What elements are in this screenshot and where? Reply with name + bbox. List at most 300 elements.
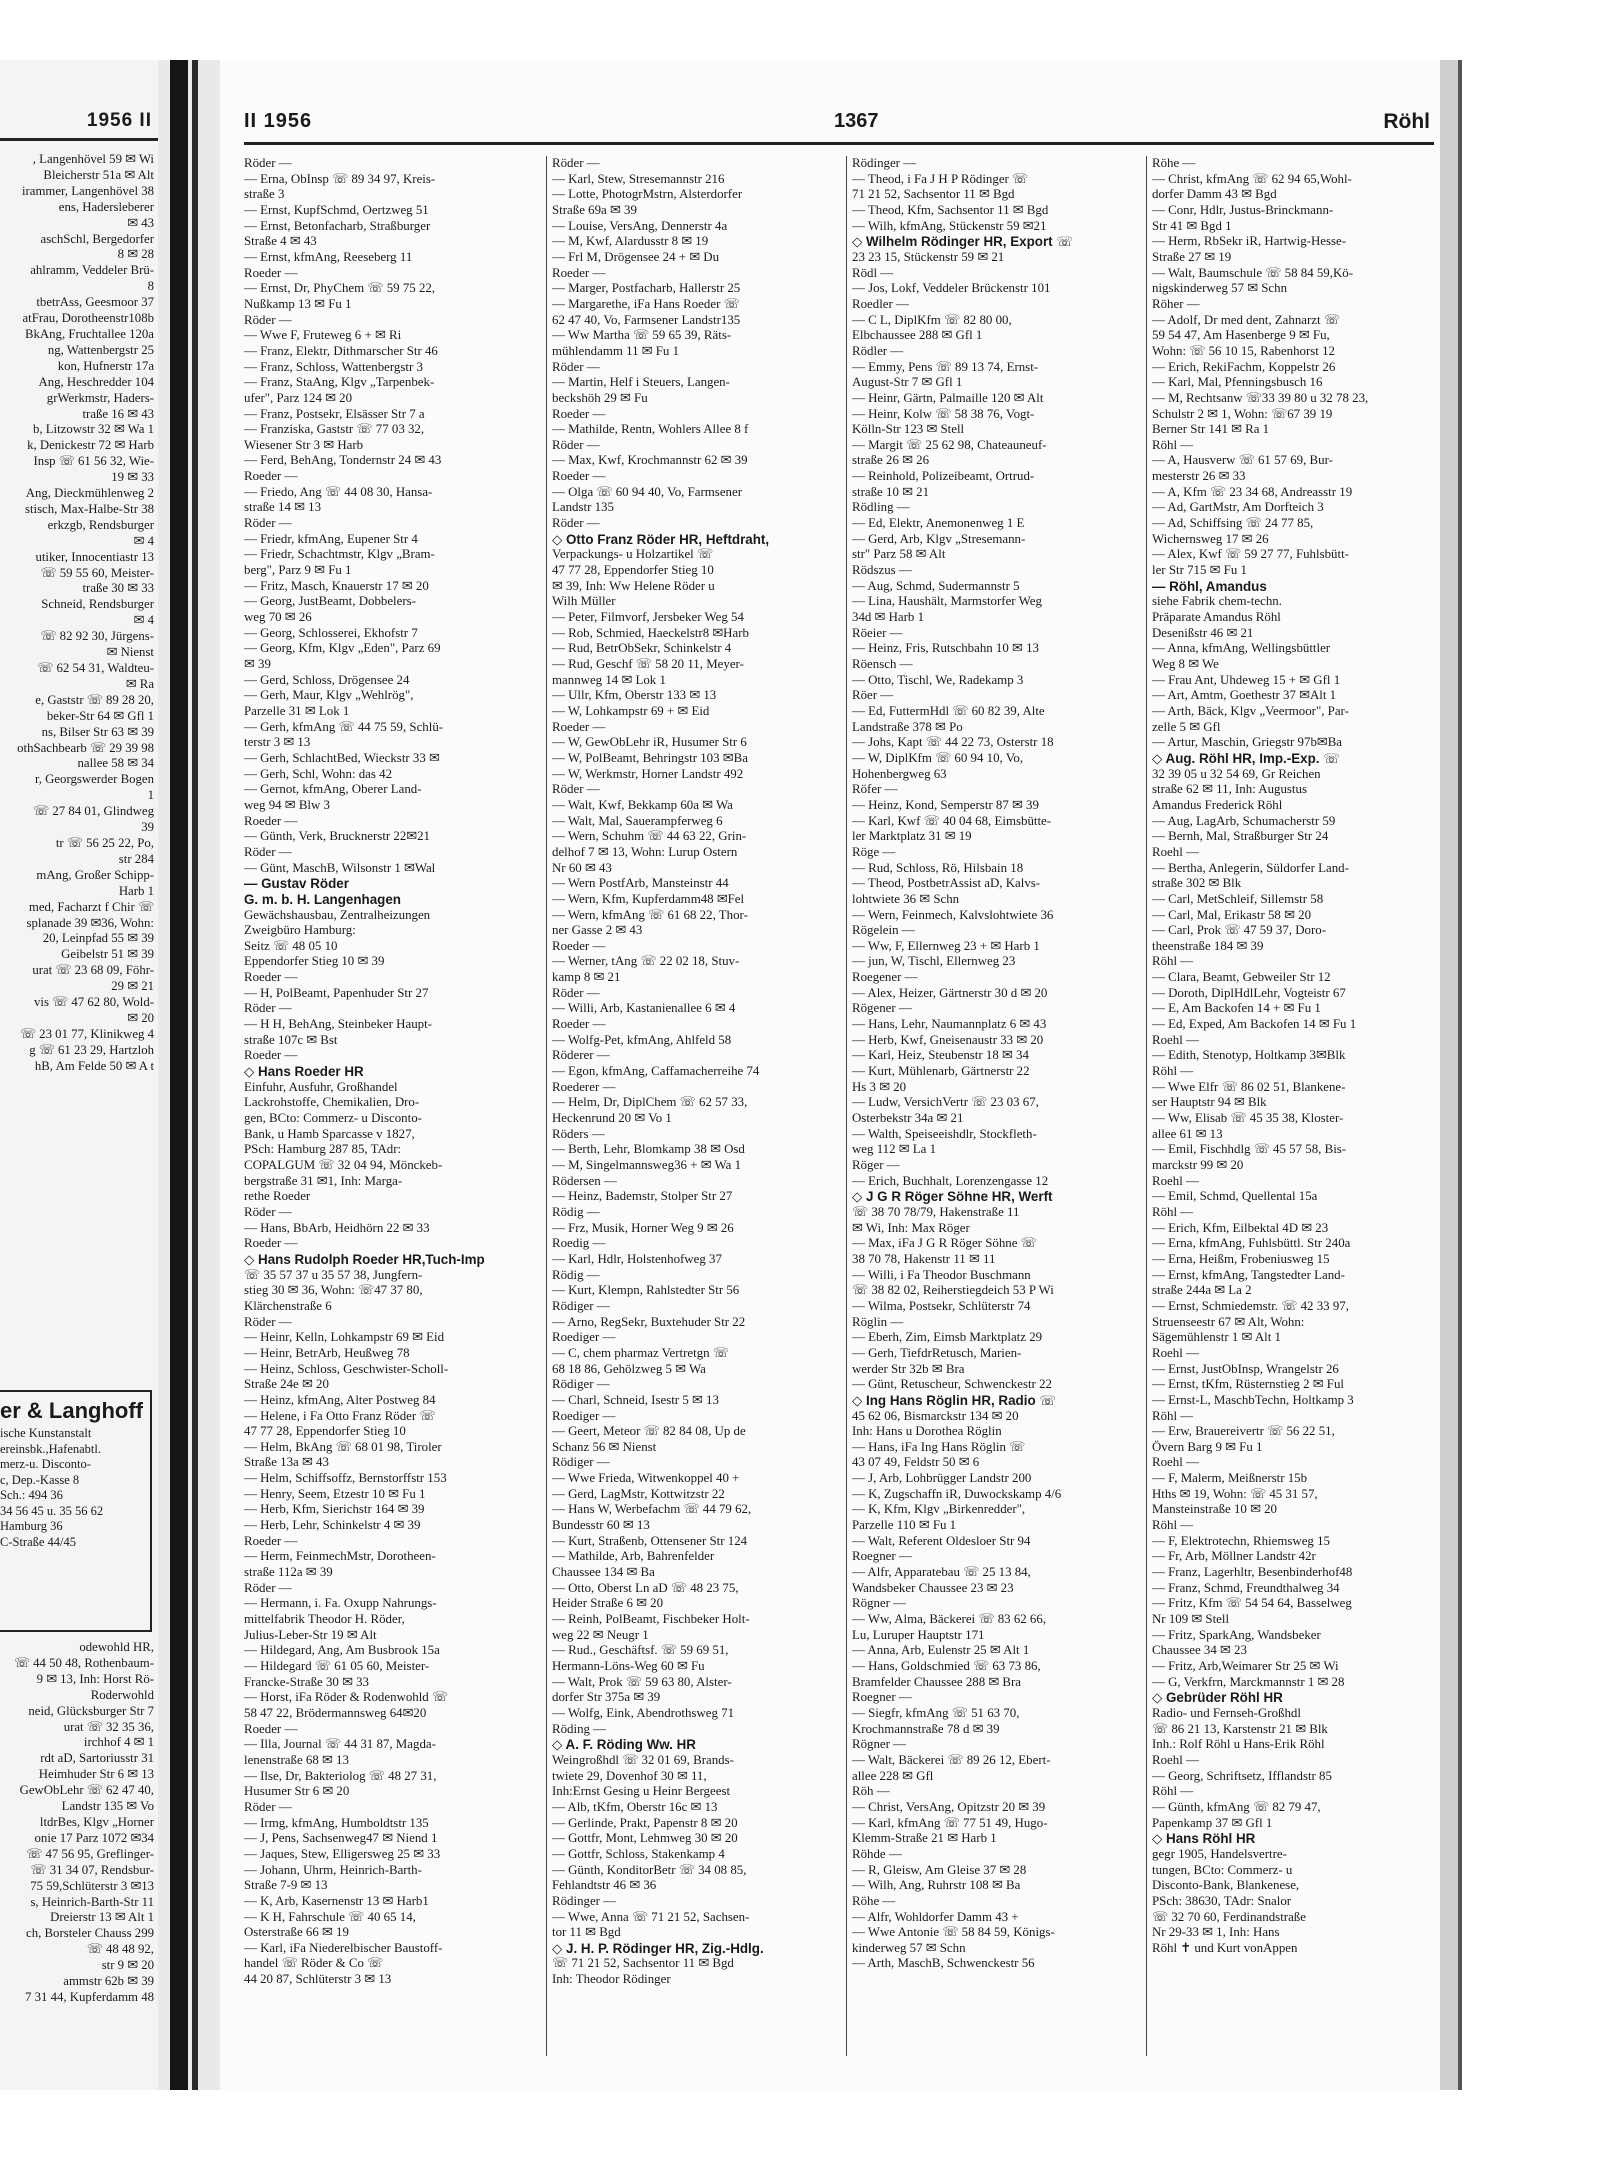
- directory-line: Röder —: [552, 437, 600, 452]
- directory-line: 47 77 28, Eppendorfer Stieg 10: [244, 1424, 406, 1439]
- directory-line: tungen, BCto: Commerz- u: [1152, 1862, 1293, 1877]
- directory-line: 1: [147, 788, 154, 803]
- directory-line: — Ernst, kfmAng, Tangstedter Land-: [1152, 1267, 1345, 1282]
- directory-line: — Otto, Tischl, We, Radekamp 3: [852, 672, 1024, 687]
- directory-line: 47 77 28, Eppendorfer Stieg 10: [552, 563, 714, 578]
- directory-line: Klemm-Straße 21 ✉ Harb 1: [852, 1831, 997, 1846]
- directory-line: Rödiger —: [552, 1377, 610, 1392]
- directory-line: — Erich, Kfm, Eilbektal 4D ✉ 23: [1152, 1220, 1329, 1235]
- directory-line: Bank, u Hamb Sparcasse v 1827,: [244, 1126, 415, 1141]
- directory-line: Struenseestr 67 ✉ Alt, Wohn:: [1152, 1314, 1305, 1329]
- directory-line: Elbchaussee 288 ✉ Gfl 1: [852, 328, 983, 343]
- directory-line: Roehl —: [1152, 1032, 1199, 1047]
- directory-line: Straße 4 ✉ 43: [244, 234, 317, 249]
- directory-line: Osterstraße 66 ✉ 19: [244, 1925, 349, 1940]
- directory-line: Inh: Hans u Dorothea Röglin: [852, 1424, 1002, 1439]
- directory-line: — K, Arb, Kasernenstr 13 ✉ Harb1: [244, 1893, 429, 1908]
- directory-line: Röder —: [244, 1799, 292, 1814]
- directory-line: Weingroßhdl ☏ 32 01 69, Brands-: [552, 1752, 734, 1767]
- directory-line: — Karl, Kwf ☏ 40 04 68, Eimsbütte-: [852, 813, 1052, 828]
- directory-line: aschSchl, Bergedorfer: [40, 231, 154, 246]
- directory-line: Hermann-Löns-Weg 60 ✉ Fu: [552, 1659, 705, 1673]
- directory-line: mesterstr 26 ✉ 33: [1152, 469, 1246, 484]
- directory-line: — K, Zugschaffn iR, Duwockskamp 4/6: [852, 1486, 1062, 1501]
- directory-line: Wilh Müller: [552, 594, 616, 609]
- page-right-margin: [1440, 60, 1600, 2090]
- directory-line: ltdrBes, Klgv „Horner: [39, 1814, 154, 1829]
- directory-line: — Rob, Schmied, Haeckelstr8 ✉Harb: [552, 625, 749, 640]
- directory-line: Rödinger —: [552, 1893, 617, 1908]
- directory-line: — Wern, Kfm, Kupferdamm48 ✉Fel: [552, 891, 745, 906]
- directory-line: — Heinr, Kelln, Lohkampstr 69 ✉ Eid: [244, 1330, 445, 1345]
- directory-line: — Olga ☏ 60 94 40, Vo, Farmsener: [552, 484, 743, 499]
- directory-line: Sch.: 494 36: [0, 1488, 63, 1502]
- directory-line: straße 3: [244, 187, 285, 202]
- directory-line: stisch, Max-Halbe-Str 38: [24, 501, 154, 516]
- directory-line: ☏ 47 56 95, Greflinger-: [26, 1846, 154, 1861]
- directory-line: — Horst, iFa Röder & Rodenwohld ☏: [244, 1690, 449, 1705]
- directory-line: Roeder —: [244, 265, 298, 280]
- directory-line: — Franz, Postsekr, Elsässer Str 7 a: [244, 406, 425, 421]
- directory-line: — Fritz, Arb,Weimarer Str 25 ✉ Wi: [1152, 1659, 1339, 1673]
- directory-line: straße 107c ✉ Bst: [244, 1032, 338, 1047]
- directory-line: Röensch —: [852, 657, 913, 671]
- directory-line: — Ilse, Dr, Bakteriolog ☏ 48 27 31,: [244, 1768, 437, 1783]
- directory-line: lohtwiete 36 ✉ Schn: [852, 891, 960, 906]
- directory-line: Osterbekstr 34a ✉ 21: [852, 1111, 964, 1126]
- directory-line: utiker, Innocentiastr 13: [35, 549, 154, 564]
- directory-line: Röh —: [852, 1784, 890, 1799]
- directory-line: 8 ✉ 28: [117, 247, 154, 262]
- directory-line: Nußkamp 13 ✉ Fu 1: [244, 296, 352, 311]
- directory-line: Rögner —: [852, 1596, 907, 1611]
- directory-line: rdt aD, Sartoriusstr 31: [40, 1751, 154, 1766]
- directory-line: stieg 30 ✉ 36, Wohn: ☏47 37 80,: [244, 1283, 423, 1298]
- directory-line: Zweigbüro Hamburg:: [244, 923, 356, 938]
- directory-line: Röder —: [244, 1204, 292, 1219]
- directory-line: mühlendamm 11 ✉ Fu 1: [552, 343, 680, 358]
- directory-line: Roegener —: [852, 970, 918, 985]
- directory-line: — Heinz, Schloss, Geschwister-Scholl-: [244, 1361, 449, 1376]
- directory-line: Rögelein —: [852, 923, 915, 938]
- directory-line: — Erw, Brauereivertr ☏ 56 22 51,: [1152, 1424, 1335, 1439]
- directory-line: — Herm, FeinmechMstr, Dorotheen-: [244, 1549, 436, 1564]
- directory-line: Röhl —: [1152, 1784, 1194, 1799]
- directory-line: — Erna, kfmAng, Fuhlsbüttl. Str 240a: [1152, 1236, 1351, 1251]
- directory-line: Roeder —: [244, 1236, 298, 1251]
- directory-line: straße 302 ✉ Blk: [1152, 876, 1242, 891]
- directory-line: — Christ, VersAng, Opitzstr 20 ✉ 39: [852, 1799, 1046, 1814]
- directory-line: — Günth, kfmAng ☏ 82 79 47,: [1152, 1799, 1321, 1814]
- directory-line: — Alfr, Apparatebau ☏ 25 13 84,: [852, 1565, 1031, 1580]
- directory-line: — Heinz, kfmAng, Alter Postweg 84: [244, 1392, 436, 1407]
- directory-line: ☏ 23 01 77, Klinikweg 4: [19, 1026, 154, 1041]
- directory-line: — W, Werkmstr, Horner Landstr 492: [552, 766, 744, 781]
- directory-line: — M, Kwf, Alardusstr 8 ✉ 19: [552, 234, 709, 249]
- directory-line: odewohld HR,: [79, 1640, 154, 1654]
- directory-line: Insp ☏ 61 56 32, Wie-: [33, 454, 154, 469]
- directory-line: — Wern PostfArb, Mansteinstr 44: [552, 876, 729, 891]
- left-page-header-text: 1956 II: [86, 110, 152, 131]
- directory-line: ✉ 4: [133, 613, 154, 628]
- directory-line: Desenißstr 46 ✉ 21: [1152, 625, 1254, 640]
- directory-line: — Jaques, Stew, Elligersweg 25 ✉ 33: [244, 1846, 441, 1861]
- directory-line: — F, Elektrotechn, Rhiemsweg 15: [1152, 1533, 1330, 1548]
- directory-line: — Gottfr, Mont, Lehmweg 30 ✉ 20: [552, 1831, 738, 1846]
- directory-line: — Willi, Arb, Kastanienallee 6 ✉ 4: [552, 1001, 736, 1016]
- directory-line: othSachbearb ☏ 29 39 98: [17, 740, 154, 755]
- directory-line: Eppendorfer Stieg 10 ✉ 39: [244, 954, 385, 969]
- directory-line: — Rud, BetrObSekr, Schinkelstr 4: [552, 641, 732, 656]
- directory-line: gen, BCto: Commerz- u Disconto-: [244, 1111, 422, 1126]
- directory-line: Hohenbergweg 63: [852, 766, 947, 781]
- directory-line: str 9 ✉ 20: [101, 1958, 154, 1973]
- directory-line: gegr 1905, Handelsvertre-: [1152, 1846, 1287, 1861]
- directory-line: Röhl ✝ und Kurt vonAppen: [1152, 1940, 1298, 1955]
- directory-line: — Anna, kfmAng, Wellingsbüttler: [1152, 641, 1331, 656]
- directory-line: — Ernst, Schmiedemstr. ☏ 42 33 97,: [1152, 1298, 1349, 1313]
- directory-line: — Hans W, Werbefachm ☏ 44 79 62,: [552, 1502, 752, 1517]
- directory-line: Wandsbeker Chaussee 23 ✉ 23: [852, 1580, 1014, 1595]
- directory-line: med, Facharzt f Chir ☏: [28, 899, 154, 914]
- directory-line: 19 ✉ 33: [111, 470, 154, 485]
- directory-line: allee 61 ✉ 13: [1152, 1126, 1223, 1141]
- directory-line: — Martin, Helf i Steuers, Langen-: [552, 375, 730, 390]
- directory-line: — Erich, RekiFachm, Koppelstr 26: [1152, 359, 1336, 374]
- directory-line: Rögener —: [852, 1001, 912, 1016]
- directory-line: ☏ 82 92 30, Jürgens-: [40, 629, 154, 644]
- directory-line: Röding —: [552, 1721, 607, 1736]
- gutter-shadow: [170, 60, 188, 2090]
- directory-line: — Frl M, Drögensee 24 + ✉ Du: [552, 249, 720, 264]
- directory-line: Rödiger —: [552, 1298, 610, 1313]
- directory-line: Schulstr 2 ✉ 1, Wohn: ☏67 39 19: [1152, 406, 1333, 421]
- directory-line: Röder —: [244, 516, 292, 531]
- directory-line: ◇ J. H. P. Rödinger HR, Zig.-Hdlg.: [552, 1940, 764, 1956]
- directory-line: — Willi, i Fa Theodor Buschmann: [852, 1267, 1031, 1282]
- directory-line: ◇ Hans Röhl HR: [1152, 1831, 1256, 1847]
- column-divider-1: [546, 156, 547, 2056]
- directory-line: ✉ Nienst: [106, 645, 154, 660]
- directory-line: Röder —: [244, 1001, 292, 1016]
- directory-line: — Heinz, Kond, Semperstr 87 ✉ 39: [852, 797, 1039, 812]
- directory-line: Röger —: [852, 1158, 900, 1172]
- directory-line: — Carl, MetSchleif, Sillemstr 58: [1152, 891, 1324, 906]
- left-page-entries-lower: [0, 1640, 156, 2006]
- directory-line: 44 20 87, Schlüterstr 3 ✉ 13: [244, 1972, 392, 1987]
- directory-line: Roeder —: [552, 938, 606, 953]
- directory-line: — Christ, kfmAng ☏ 62 94 65,Wohl-: [1152, 171, 1352, 186]
- directory-line: — Doroth, DiplHdlLehr, Vogteistr 67: [1152, 985, 1346, 1000]
- directory-line: — Wwe, Anna ☏ 71 21 52, Sachsen-: [552, 1909, 750, 1924]
- directory-line: onie 17 Parz 1072 ✉34: [34, 1830, 154, 1845]
- directory-line: Nr 60 ✉ 43: [552, 860, 612, 875]
- directory-line: beckshöh 29 ✉ Fu: [552, 390, 648, 405]
- directory-line: — C, chem pharmaz Vertretgn ☏: [552, 1345, 729, 1360]
- directory-line: str 284: [118, 851, 154, 866]
- directory-line: Ang, Heschredder 104: [38, 374, 154, 389]
- directory-line: — Franz, Lagerhltr, Besenbinderhof48: [1152, 1565, 1353, 1580]
- directory-line: G. m. b. H. Langenhagen: [244, 891, 401, 907]
- directory-line: — Erna, ObInsp ☏ 89 34 97, Kreis-: [244, 171, 436, 186]
- directory-line: Roderwohld: [90, 1687, 154, 1702]
- directory-line: Straße 13a ✉ 43: [244, 1455, 329, 1470]
- directory-line: , Langenhövel 59 ✉ Wi: [32, 152, 154, 166]
- directory-line: Roehl —: [1152, 1173, 1199, 1188]
- directory-line: — Gerd, Schloss, Drögensee 24: [244, 672, 410, 687]
- directory-line: 29 ✉ 21: [111, 979, 154, 994]
- column-divider-3: [1146, 156, 1147, 2056]
- directory-line: — Anna, Arb, Eulenstr 25 ✉ Alt 1: [852, 1643, 1030, 1658]
- directory-line: ☏ 27 84 01, Glindweg: [33, 804, 154, 819]
- directory-line: kamp 8 ✉ 21: [552, 970, 621, 985]
- directory-line: — Fritz, SparkAng, Wandsbeker: [1152, 1627, 1321, 1642]
- directory-line: — Hildegard ☏ 61 05 60, Meister-: [244, 1659, 430, 1673]
- directory-line: 34 56 45 u. 35 56 62: [0, 1503, 104, 1518]
- directory-line: — Kurt, Klempn, Rahlstedter Str 56: [552, 1283, 740, 1298]
- directory-line: Inh: Theodor Rödinger: [552, 1972, 671, 1987]
- directory-line: 23 23 15, Stückenstr 59 ✉ 21: [852, 249, 1005, 264]
- directory-line: Hs 3 ✉ 20: [852, 1079, 907, 1094]
- directory-line: weg 94 ✉ Blw 3: [244, 797, 330, 812]
- directory-line: Rödersen —: [552, 1173, 617, 1188]
- directory-line: ens, Hadersleberer: [58, 199, 154, 214]
- directory-line: grWerkmstr, Haders-: [46, 390, 154, 405]
- directory-line: Roehl —: [1152, 1455, 1199, 1470]
- directory-line: — Theod, PostbetrAssist aD, Kalvs-: [852, 876, 1041, 891]
- directory-line: theenstraße 184 ✉ 39: [1152, 938, 1264, 953]
- directory-line: Roeder —: [244, 1721, 298, 1736]
- directory-line: — W, PolBeamt, Behringstr 103 ✉Ba: [552, 750, 748, 765]
- directory-line: Parzelle 110 ✉ Fu 1: [852, 1518, 957, 1533]
- directory-line: — Helm, Dr, DiplChem ☏ 62 57 33,: [552, 1095, 748, 1110]
- directory-line: Röhl —: [1152, 954, 1194, 969]
- directory-line: — Günt, MaschB, Wilsonstr 1 ✉Wal: [244, 860, 436, 875]
- directory-line: — J, Arb, Lohbrügger Landstr 200: [852, 1471, 1032, 1486]
- directory-line: ✉ 20: [127, 1010, 154, 1025]
- directory-line: Röhe —: [1152, 156, 1196, 170]
- directory-line: — Wern, Schuhm ☏ 44 63 22, Grin-: [552, 829, 747, 844]
- directory-line: 8: [147, 279, 154, 294]
- directory-line: Wichernsweg 17 ✉ 26: [1152, 531, 1269, 546]
- directory-line: Wiesener Str 3 ✉ Harb: [244, 437, 364, 452]
- directory-line: straße 62 ✉ 11, Inh: Augustus: [1152, 782, 1307, 797]
- directory-line: Amandus Frederick Röhl: [1152, 797, 1283, 812]
- directory-line: — Hermann, i. Fa. Oxupp Nahrungs-: [244, 1596, 437, 1611]
- directory-line: — Ernst, kfmAng, Reeseberg 11: [244, 249, 413, 264]
- directory-line: — Frz, Musik, Horner Weg 9 ✉ 26: [552, 1220, 734, 1235]
- ad-title: er & Langhoff: [0, 1398, 143, 1423]
- directory-line: Röder —: [244, 156, 292, 170]
- directory-line: — Jos, Lokf, Veddeler Brückenstr 101: [852, 281, 1051, 296]
- directory-line: Röglin —: [852, 1314, 904, 1329]
- directory-line: — Ad, Schiffsing ☏ 24 77 85,: [1152, 516, 1314, 531]
- directory-line: ☏ 71 21 52, Sachsentor 11 ✉ Bgd: [552, 1956, 734, 1971]
- directory-line: 59 54 47, Am Hasenberge 9 ✉ Fu,: [1152, 328, 1330, 343]
- directory-line: irammer, Langenhövel 38: [21, 183, 154, 198]
- directory-line: — Röhl, Amandus: [1152, 578, 1267, 594]
- directory-line: ◇ Hans Roeder HR: [244, 1064, 364, 1080]
- directory-line: Röder —: [552, 156, 600, 170]
- directory-line: Heider Straße 6 ✉ 20: [552, 1596, 664, 1611]
- directory-line: Röder —: [244, 1580, 292, 1595]
- directory-line: ufer", Parz 124 ✉ 20: [244, 390, 353, 405]
- directory-line: — Theod, i Fa J H P Rödinger ☏: [852, 171, 1029, 186]
- directory-line: vis ☏ 47 62 80, Wold-: [34, 995, 154, 1010]
- directory-line: Hamburg 36: [0, 1519, 63, 1533]
- directory-line: Lu, Luruper Hauptstr 171: [852, 1627, 985, 1642]
- directory-line: Roegner —: [852, 1549, 912, 1564]
- directory-line: — Georg, JustBeamt, Dobbelers-: [244, 594, 416, 609]
- directory-line: — Friedr, Schachtmstr, Klgv „Bram-: [244, 547, 435, 562]
- directory-line: — Lina, Haushält, Marmstorfer Weg: [852, 594, 1042, 609]
- directory-line: — Adolf, Dr med dent, Zahnarzt ☏: [1152, 312, 1340, 327]
- directory-line: — Herb, Kwf, Gneisenaustr 33 ✉ 20: [852, 1032, 1044, 1047]
- directory-line: — Heinr, Kolw ☏ 58 38 76, Vogt-: [852, 406, 1035, 421]
- directory-line: Radio- und Fernseh-Großhdl: [1152, 1705, 1301, 1720]
- directory-line: Röhde —: [852, 1846, 902, 1861]
- directory-line: ereinsbk.,Hafenabtl.: [0, 1441, 102, 1456]
- directory-line: 71 21 52, Sachsentor 11 ✉ Bgd: [852, 187, 1015, 202]
- directory-line: — Ferd, BehAng, Tondernstr 24 ✉ 43: [244, 453, 442, 468]
- directory-line: — A, Hausverw ☏ 61 57 69, Bur-: [1152, 453, 1333, 468]
- directory-line: — Georg, Kfm, Klgv „Eden", Parz 69: [244, 641, 441, 656]
- directory-line: Roeder —: [244, 469, 298, 484]
- directory-line: Dreierstr 13 ✉ Alt 1: [50, 1910, 154, 1925]
- directory-line: Str 41 ✉ Bgd 1: [1152, 218, 1232, 233]
- directory-line: — C L, DiplKfm ☏ 82 80 00,: [852, 312, 1012, 327]
- directory-line: — K H, Fahrschule ☏ 40 65 14,: [244, 1909, 416, 1924]
- directory-line: — Ernst, Dr, PhyChem ☏ 59 75 22,: [244, 281, 436, 296]
- directory-line: Röhl —: [1152, 1064, 1194, 1079]
- directory-line: 68 18 86, Gehölzweg 5 ✉ Wa: [552, 1361, 706, 1376]
- directory-line: — Lotte, PhotogrMstrn, Alsterdorfer: [552, 187, 743, 202]
- directory-line: irchhof 4 ✉ 1: [83, 1735, 154, 1750]
- directory-line: — Walth, Speiseeishdlr, Stockfleth-: [852, 1126, 1037, 1141]
- directory-line: 32 39 05 u 32 54 69, Gr Reichen: [1152, 766, 1321, 781]
- directory-line: Ang, Dieckmühlenweg 2: [25, 486, 154, 501]
- directory-line: Straße 7-9 ✉ 13: [244, 1878, 328, 1893]
- directory-line: — Geert, Meteor ☏ 82 84 08, Up de: [552, 1424, 746, 1439]
- left-page-fragment: [0, 60, 158, 2090]
- directory-line: 62 47 40, Vo, Farmsener Landstr135: [552, 312, 741, 327]
- directory-line: — Gerh, Schl, Wohn: das 42: [244, 766, 393, 781]
- directory-line: — Arth, MaschB, Schwenckestr 56: [852, 1956, 1035, 1971]
- directory-line: Röge —: [852, 844, 896, 859]
- directory-line: Landstr 135 ✉ Vo: [61, 1799, 154, 1814]
- directory-line: straße 10 ✉ 21: [852, 484, 930, 499]
- directory-line: Rödszus —: [852, 563, 912, 578]
- directory-line: ◇ Aug. Röhl HR, Imp.-Exp. ☏: [1152, 750, 1340, 766]
- directory-line: — Artur, Maschin, Griegstr 97b✉Ba: [1152, 735, 1343, 750]
- directory-line: ☏ 86 21 13, Karstenstr 21 ✉ Blk: [1152, 1721, 1328, 1736]
- directory-line: Nr 29-33 ✉ 1, Inh: Hans: [1152, 1925, 1280, 1940]
- directory-line: — Alfr, Wohldorfer Damm 43 +: [852, 1909, 1019, 1924]
- directory-line: — Reinhold, Polizeibeamt, Ortrud-: [852, 469, 1035, 484]
- directory-line: — Rud., Geschäftsf. ☏ 59 69 51,: [552, 1643, 729, 1658]
- directory-line: e, Gaststr ☏ 89 28 20,: [35, 692, 154, 707]
- directory-line: — K, Kfm, Klgv „Birkenredder",: [852, 1502, 1026, 1517]
- directory-line: Disconto-Bank, Blankenese,: [1152, 1878, 1300, 1893]
- directory-line: — Emil, Fischhdlg ☏ 45 57 58, Bis-: [1152, 1142, 1347, 1157]
- directory-line: Husumer Str 6 ✉ 20: [244, 1784, 350, 1799]
- directory-line: straße 26 ✉ 26: [852, 453, 930, 468]
- directory-line: 20, Leinpfad 55 ✉ 39: [42, 931, 154, 946]
- directory-line: 45 62 06, Bismarckstr 134 ✉ 20: [852, 1408, 1019, 1423]
- directory-line: — Gerlinde, Prakt, Papenstr 8 ✉ 20: [552, 1815, 738, 1830]
- directory-line: ☏ 62 54 31, Waldteu-: [37, 661, 154, 675]
- directory-line: weg 70 ✉ 26: [244, 610, 312, 625]
- directory-page: [220, 60, 1440, 2090]
- directory-line: — M, Rechtsanw ☏33 39 80 u 32 78 23,: [1152, 390, 1369, 405]
- directory-line: — Peter, Filmvorf, Jersbeker Weg 54: [552, 610, 744, 625]
- directory-line: — Fritz, Kfm ☏ 54 54 64, Basselweg: [1152, 1596, 1352, 1611]
- directory-line: — Ww Martha ☏ 59 65 39, Räts-: [552, 328, 732, 343]
- directory-line: Bundesstr 60 ✉ 13: [552, 1518, 650, 1533]
- directory-line: Parzelle 31 ✉ Lok 1: [244, 703, 350, 718]
- directory-line: — Emil, Schmd, Quellental 15a: [1152, 1189, 1318, 1204]
- directory-line: ☏ 32 70 60, Ferdinandstraße: [1152, 1909, 1306, 1924]
- directory-line: Kölln-Str 123 ✉ Stell: [852, 422, 965, 437]
- directory-line: weg 22 ✉ Neugr 1: [552, 1627, 649, 1642]
- directory-line: Wohn: ☏ 56 10 15, Rabenhorst 12: [1152, 343, 1336, 358]
- directory-line: — Otto, Oberst Ln aD ☏ 48 23 75,: [552, 1580, 739, 1595]
- directory-line: ☏ 59 55 60, Meister-: [40, 565, 154, 580]
- directory-line: — Ernst, JustObInsp, Wrangelstr 26: [1152, 1361, 1339, 1376]
- directory-line: ✉ 43: [127, 215, 154, 230]
- directory-line: PSch: 38630, TAdr: Snalor: [1152, 1893, 1292, 1908]
- directory-line: terstr 3 ✉ 13: [244, 735, 311, 750]
- directory-line: Chaussee 134 ✉ Ba: [552, 1565, 655, 1580]
- directory-line: rethe Roeder: [244, 1189, 311, 1204]
- directory-line: — Clara, Beamt, Gebweiler Str 12: [1152, 970, 1331, 985]
- directory-line: Inh.: Rolf Röhl u Hans-Erik Röhl: [1152, 1737, 1325, 1752]
- directory-line: — Hildegard, Ang, Am Busbrook 15a: [244, 1643, 440, 1658]
- page-header-keyword: Röhl: [1383, 110, 1430, 133]
- directory-line: — Herm, RbSekr iR, Hartwig-Hesse-: [1152, 234, 1347, 249]
- directory-line: traße 30 ✉ 33: [82, 581, 154, 596]
- directory-line: Roeder —: [244, 813, 298, 828]
- directory-line: — Illa, Journal ☏ 44 31 87, Magda-: [244, 1737, 436, 1752]
- directory-line: — Franz, Schmd, Freundthalweg 34: [1152, 1580, 1340, 1595]
- directory-line: — Wolfg, Eink, Abendrothsweg 71: [552, 1705, 735, 1720]
- directory-line: Rödling —: [852, 500, 910, 515]
- directory-line: — Helm, Schiffsoffz, Bernstorffstr 153: [244, 1471, 447, 1486]
- directory-line: splanade 39 ✉36, Wohn:: [26, 915, 154, 930]
- directory-line: Krochmannstraße 78 d ✉ 39: [852, 1721, 1000, 1736]
- directory-line: mAng, Großer Schipp-: [36, 867, 154, 882]
- directory-line: 43 07 49, Feldstr 50 ✉ 6: [852, 1455, 980, 1470]
- directory-line: — Ernst-L, MaschbTechn, Holtkamp 3: [1152, 1392, 1354, 1407]
- directory-line: — Alex, Heizer, Gärtnerstr 30 d ✉ 20: [852, 985, 1048, 1000]
- directory-line: — Henry, Seem, Etzestr 10 ✉ Fu 1: [244, 1486, 426, 1501]
- directory-line: — Ernst, tKfm, Rüsternstieg 2 ✉ Ful: [1152, 1377, 1344, 1392]
- directory-line: allee 228 ✉ Gfl: [852, 1768, 934, 1783]
- directory-column-3: [852, 156, 1140, 2056]
- directory-line: Julius-Leber-Str 19 ✉ Alt: [244, 1627, 377, 1642]
- directory-line: — Siegfr, kfmAng ☏ 51 63 70,: [852, 1705, 1020, 1720]
- directory-line: — Rud, Geschf ☏ 58 20 11, Meyer-: [552, 657, 744, 671]
- directory-line: — Gustav Röder: [244, 876, 349, 892]
- directory-line: — Ullr, Kfm, Oberstr 133 ✉ 13: [552, 688, 717, 703]
- directory-line: Roedler —: [852, 296, 909, 311]
- directory-line: Röder —: [244, 312, 292, 327]
- directory-line: handel ☏ Röder & Co ☏: [244, 1956, 384, 1971]
- directory-line: ✉ 39, Inh: Ww Helene Röder u: [552, 578, 715, 593]
- directory-line: Röder —: [244, 1314, 292, 1329]
- directory-line: Roeder —: [552, 469, 606, 484]
- directory-line: — Hans, Lehr, Naumannplatz 6 ✉ 43: [852, 1017, 1047, 1032]
